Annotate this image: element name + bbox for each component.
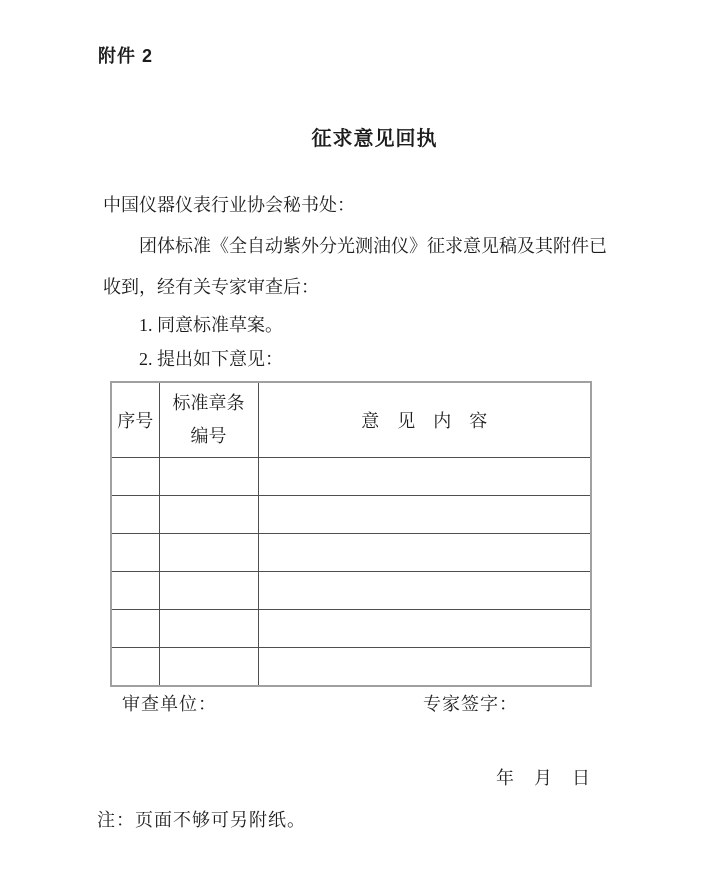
- table-row: [111, 610, 591, 648]
- comments-table: [110, 381, 592, 687]
- table-cell: [111, 458, 159, 496]
- table-row: [111, 534, 591, 572]
- table-cell: [258, 648, 591, 687]
- comments-table-header: [111, 382, 591, 458]
- body-text: [103, 185, 608, 376]
- table-row: [111, 458, 591, 496]
- col-header-clause-line-1: 标准章条: [172, 393, 245, 413]
- table-cell: [111, 648, 159, 687]
- header-row: [111, 382, 591, 458]
- table-cell: [159, 610, 258, 648]
- paragraph-line-2: 收到，经有关专家审查后：: [103, 277, 319, 297]
- table-cell: [159, 496, 258, 534]
- attachment-label: 附件 2: [98, 46, 154, 66]
- comments-table-wrap: [110, 381, 590, 687]
- table-cell: [159, 534, 258, 572]
- table-cell: [111, 496, 159, 534]
- table-cell: [111, 610, 159, 648]
- signature-row: [0, 690, 703, 716]
- col-header-clause-line-2: 编号: [190, 426, 227, 446]
- col-header-serial-number: 序号: [111, 382, 159, 458]
- table-row: [111, 648, 591, 687]
- page-title: 征求意见回执: [311, 128, 438, 150]
- list-item-2: 2. 提出如下意见：: [139, 349, 283, 369]
- list-item-1: 1. 同意标准草案。: [139, 315, 283, 335]
- table-cell: [258, 458, 591, 496]
- table-cell: [159, 458, 258, 496]
- table-cell: [111, 572, 159, 610]
- salutation-line: 中国仪器仪表行业协会秘书处：: [103, 195, 355, 215]
- table-cell: [159, 572, 258, 610]
- table-cell: [111, 534, 159, 572]
- table-cell: [258, 610, 591, 648]
- table-cell: [258, 534, 591, 572]
- table-row: [111, 572, 591, 610]
- date-line: 年 月 日: [496, 768, 591, 788]
- review-unit-label: 审查单位：: [122, 694, 217, 714]
- col-header-comment-content: 意 见 内 容: [258, 382, 591, 458]
- table-cell: [258, 496, 591, 534]
- expert-signature-label: 专家签字：: [423, 694, 518, 714]
- table-row: [111, 496, 591, 534]
- table-cell: [258, 572, 591, 610]
- comments-table-body: [111, 458, 591, 687]
- footnote: 注：页面不够可另附纸。: [97, 810, 306, 830]
- paragraph-line-1: 团体标准《全自动紫外分光测油仪》征求意见稿及其附件已: [139, 236, 607, 256]
- table-cell: [159, 648, 258, 687]
- col-header-clause-number: [159, 382, 258, 458]
- list-block: [103, 308, 608, 376]
